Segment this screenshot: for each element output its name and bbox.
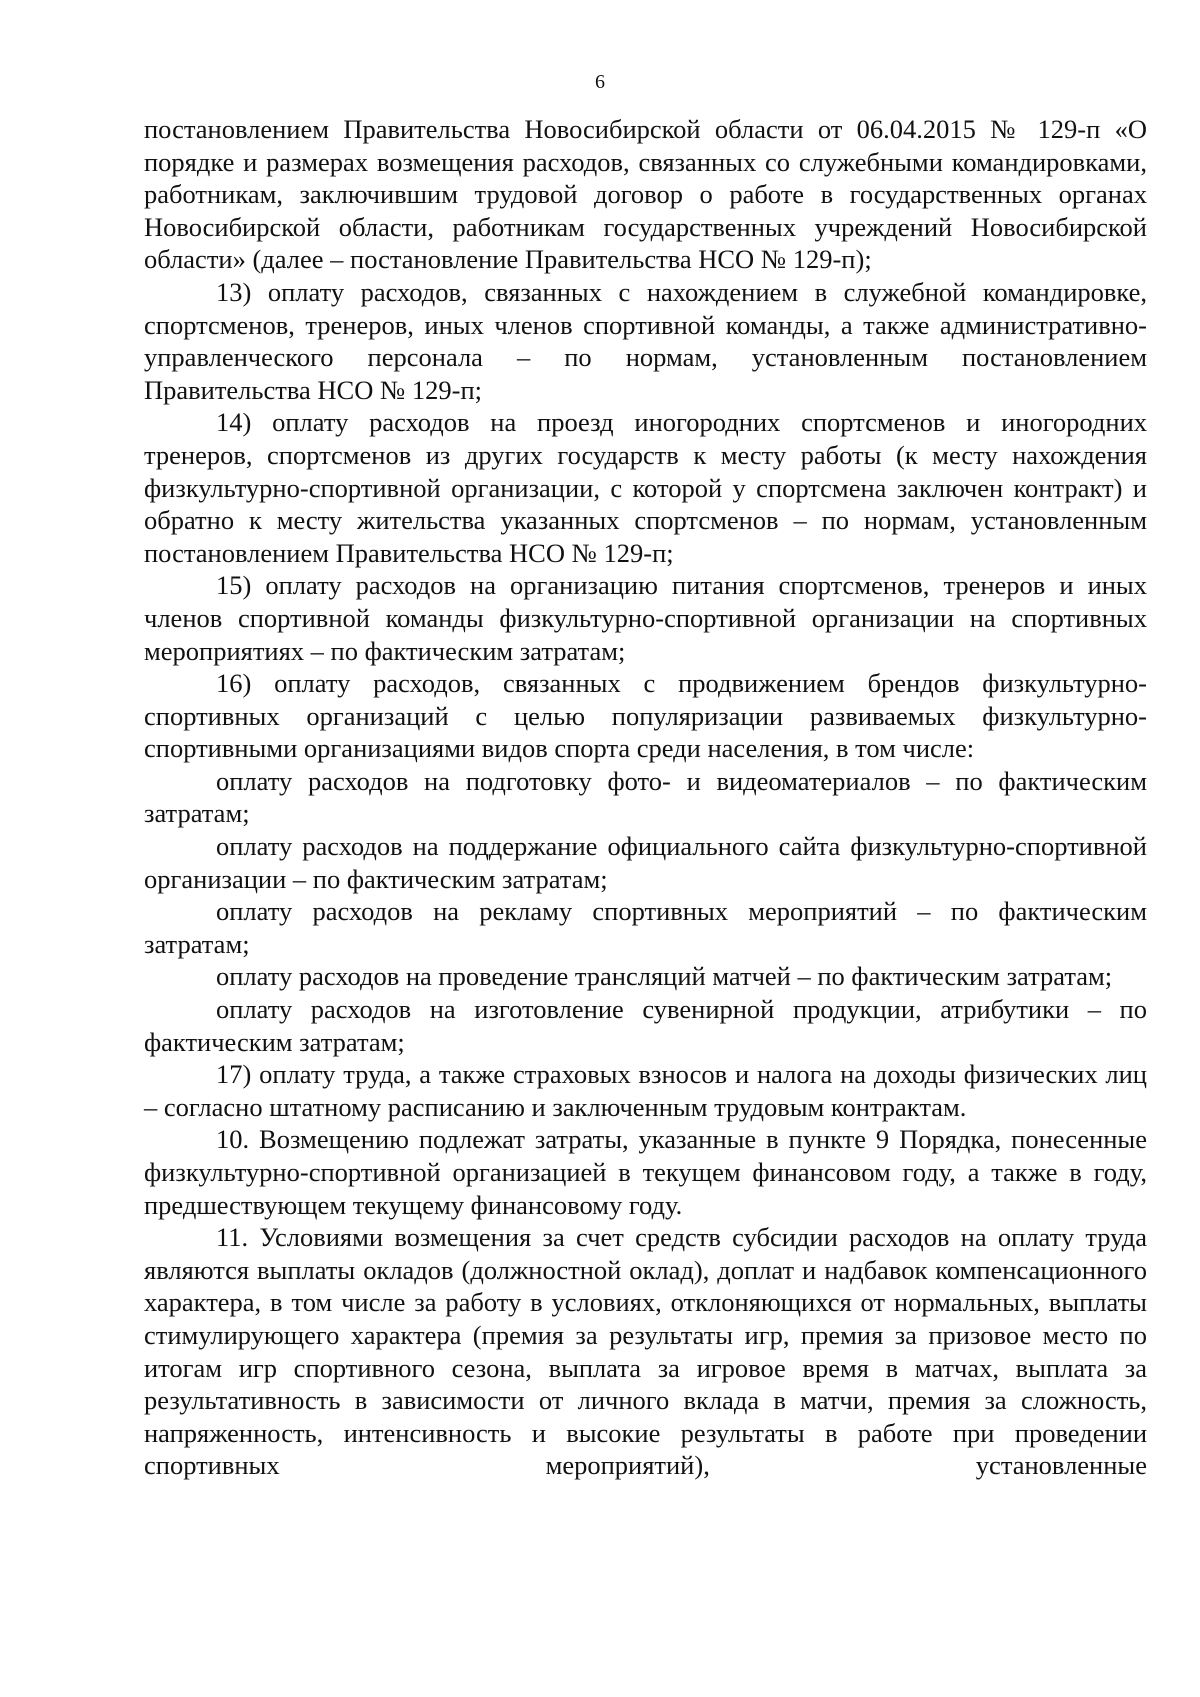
paragraph-item-13: 13) оплату расходов, связанных с нахождением в служебной командировке, спортсменов, тренеров, иных членов спортивной команды, а также административно-управленческого персонала – по нормам, установленным постановлением Правительства НСО № 129-п;	[144, 276, 1147, 405]
paragraph-item-16: 16) оплату расходов, связанных с продвижением брендов физкультурно-спортивных организаций с целью популяризации развиваемых физкультурно-спортивными организациями видов спорта среди населения, в том числе:	[144, 668, 1147, 764]
paragraph-item-16-souvenirs: оплату расходов на изготовление сувенирной продукции, атрибутики – по фактическим затратам;	[144, 994, 1147, 1057]
paragraph-resolution-reference: постановлением Правительства Новосибирской области от 06.04.2015 № 129-п «О порядке и размерах возмещения расходов, связанных со служебными командировками, работникам, заключившим трудовой договор о работе в государственных органах Новосибирской области, работникам государственных учреждений Новосибирской области» (далее – постановление Правительства НСО № 129-п);	[144, 114, 1147, 275]
paragraph-clause-11: 11. Условиями возмещения за счет средств субсидии расходов на оплату труда являются выплаты окладов (должностной оклад), доплат и надбавок компенсационного характера, в том числе за работу в условиях, отклоняющихся от нормальных, выплаты стимулирующего характера (премия за результаты игр, премия за призовое место по итогам игр спортивного сезона, выплата за игровое время в матчах, выплата за результативность в зависимости от личного вклада в матчи, премия за сложность, напряженность, интенсивность и высокие результаты в работе при проведении спортивных мероприятий), установленные	[144, 1222, 1147, 1481]
paragraph-item-16-broadcasts: оплату расходов на проведение трансляций матчей – по фактическим затратам;	[216, 961, 1113, 992]
document-body	[144, 113, 1147, 1482]
paragraph-item-16-website: оплату расходов на поддержание официального сайта физкультурно-спортивной организации – по фактическим затратам;	[144, 831, 1147, 894]
paragraph-item-15: 15) оплату расходов на организацию питания спортсменов, тренеров и иных членов спортивной команды физкультурно-спортивной организации на спортивных мероприятиях – по фактическим затратам;	[144, 570, 1147, 666]
paragraph-clause-10: 10. Возмещению подлежат затраты, указанные в пункте 9 Порядка, понесенные физкультурно-спортивной организацией в текущем финансовом году, а также в году, предшествующем текущему финансовому году.	[144, 1124, 1147, 1220]
paragraph-item-14: 14) оплату расходов на проезд иногородних спортсменов и иногородних тренеров, спортсменов из других государств к месту работы (к месту нахождения физкультурно-спортивной организации, с которой у спортсмена заключен контракт) и обратно к месту жительства указанных спортсменов – по нормам, установленным постановлением Правительства НСО № 129-п;	[144, 407, 1147, 568]
paragraph-item-16-advertising: оплату расходов на рекламу спортивных мероприятий – по фактическим затратам;	[144, 896, 1147, 959]
paragraph-item-17: 17) оплату труда, а также страховых взносов и налога на доходы физических лиц – согласно штатному расписанию и заключенным трудовым контрактам.	[144, 1059, 1147, 1122]
paragraph-item-16-photo-video: оплату расходов на подготовку фото- и видеоматериалов – по фактическим затратам;	[144, 765, 1147, 829]
page-number: 6	[595, 71, 605, 93]
